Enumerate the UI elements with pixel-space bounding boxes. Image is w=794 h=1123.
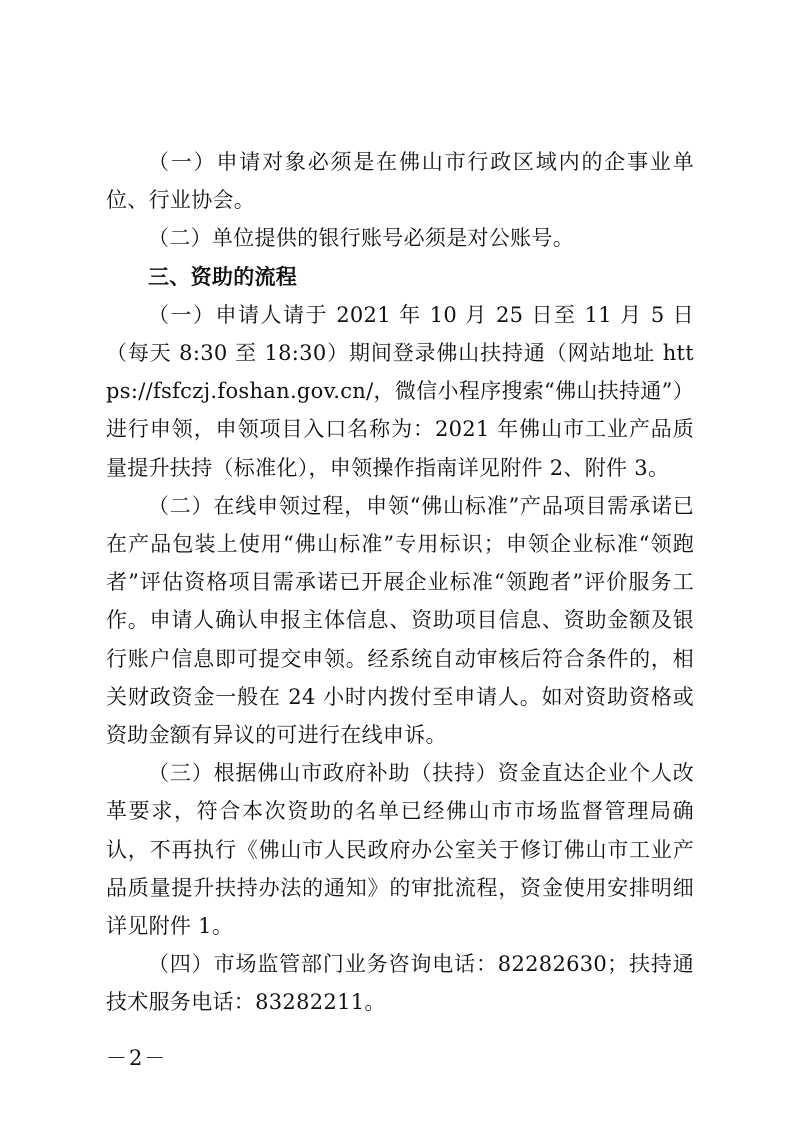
paragraph-application-period: （一）申请人请于 2021 年 10 月 25 日至 11 月 5 日（每天 8:30 至 18:30）期间登录佛山扶持通（网站地址 https://fsfczj.foshan.gov.cn/，微信小程序搜索“佛山扶持通”）进行申领，申领项目入口名称为：2021 年佛山市工业产品质量提升扶持（标准化），申领操作指南详见附件 2、附件 3。 bbox=[106, 302, 694, 480]
paragraph-bank-account: （二）单位提供的银行账号必须是对公账号。 bbox=[148, 226, 574, 251]
section-heading-funding-process: 三、资助的流程 bbox=[148, 264, 298, 289]
paragraph-applicant-eligibility: （一）申请对象必须是在佛山市行政区域内的企事业单位、行业协会。 bbox=[106, 150, 694, 213]
paragraph-online-application: （二）在线申领过程，申领“佛山标准”产品项目需承诺已在产品包装上使用“佛山标准”专用标识；申领企业标准“领跑者”评估资格项目需承诺已开展企业标准“领跑者”评价服务工作。申请人确认申报主体信息、资助项目信息、资助金额及银行账户信息即可提交申领。经系统自动审核后符合条件的，相关财政资金一般在 24 小时内拨付至申请人。如对资助资格或资助金额有异议的可进行在线申诉。 bbox=[106, 493, 694, 748]
paragraph-reform-requirements: （三）根据佛山市政府补助（扶持）资金直达企业个人改革要求，符合本次资助的名单已经佛山市市场监督管理局确认，不再执行《佛山市人民政府办公室关于修订佛山市工业产品质量提升扶持办法的通知》的审批流程，资金使用安排明细详见附件 1。 bbox=[106, 761, 694, 939]
document-body bbox=[106, 143, 694, 1022]
page-number: －2－ bbox=[106, 1046, 168, 1070]
paragraph-contact-phones: （四）市场监管部门业务咨询电话：82282630；扶持通技术服务电话：83282211。 bbox=[106, 952, 694, 1015]
